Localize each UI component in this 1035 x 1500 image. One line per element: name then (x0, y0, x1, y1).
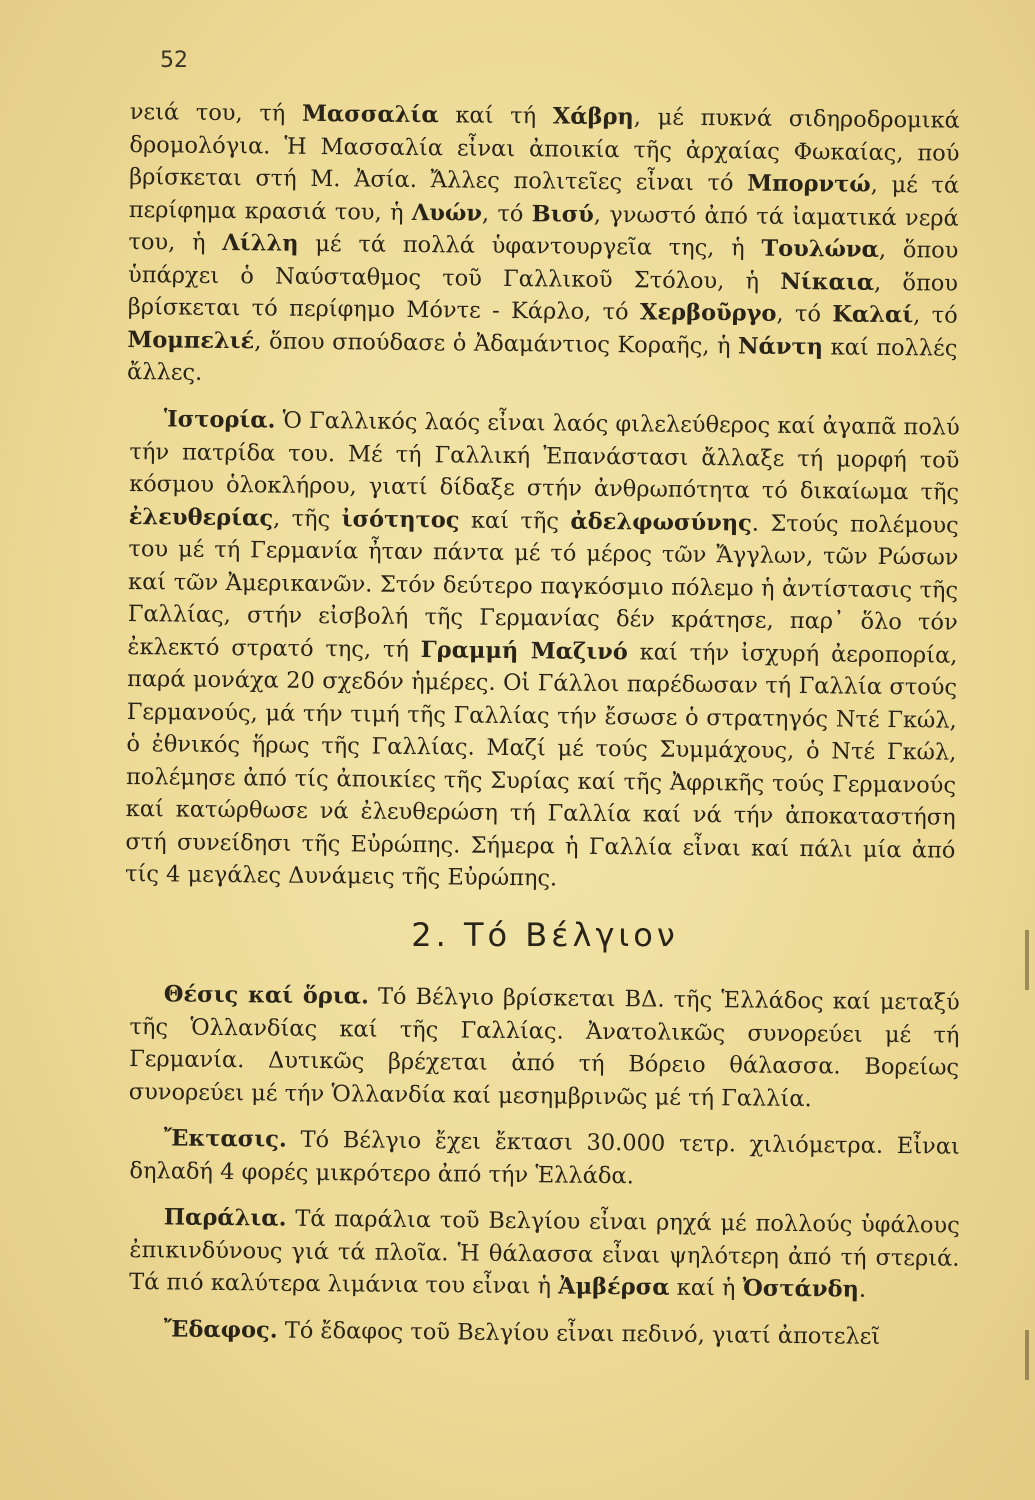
bottom-paragraphs (128, 978, 960, 1350)
text-run: καί τήν ἰσχυρή ἀεροπορία, παρά μονάχα 20 σχεδόν ἡμέρες. Οἱ Γάλλοι παρέδωσαν τή Γαλλία στούς Γερμανούς, μά τήν τιμή τῆς Γαλλίας τήν ἔσωσε ὁ στρατηγός Ντέ Γκώλ, ὁ ἐθνικός ἥρως τῆς Γαλλίας. Μαζί μέ τούς Συμμάχους, ὁ Ντέ Γκώλ, πολέμησε ἀπό τίς ἀποικίες τῆς Συρίας καί τῆς Ἀφρικῆς τούς Γερμανούς καί κατώρθωσε νά ἐλευθερώση τή Γαλλία καί νά τήν ἀποκαταστήση στή συνείδησι τῆς Εὐρώπης. Σήμερα ἡ Γαλλία εἶναι καί πάλι μία ἀπό τίς 4 μεγάλες Δυνάμεις τῆς Εὐρώπης. (124, 638, 958, 891)
text-run: , ὅπου βρίσκεται τό περίφημο Μόντε - Κάρλο, τό (127, 269, 959, 326)
text-run: Ὁ Γαλλικός λαός εἶναι λαός φιλελεύθερος καί ἀγαπᾶ πολύ τήν πατρίδα του. Μέ τή Γαλλική Ἐπανάστασι ἄλλαξε τή μορφή τοῦ κόσμου ὁλοκλήρου, γιατί δίδαξε στήν ἀνθρωπότητα τό δικαίωμα τῆς (129, 407, 960, 506)
text-run: , ὅπου ὑπάρχει ὁ Ναύσταθμος τοῦ Γαλλικοῦ Στόλου, ἡ (127, 236, 959, 295)
top-paragraphs (124, 96, 960, 891)
bold-term: Ἀμβέρσα (558, 1273, 670, 1301)
section-title: 2. Τό Βέλγιον (411, 916, 679, 954)
text-run: . (858, 1276, 867, 1303)
bold-term: Νάντη (737, 332, 824, 360)
bold-term: Ὀστάνδη (742, 1275, 860, 1303)
text-run: , τῆς (272, 504, 342, 532)
bold-term: Γραμμή Μαζινό (420, 636, 628, 665)
text-run: Τό Βέλγιο βρίσκεται ΒΔ. τῆς Ἑλλάδος καί μεταξύ τῆς Ὁλλανδίας καί τῆς Γαλλίας. Ἀνατολικῶς συνορεύει μέ τή Γερμανία. Δυτικῶς βρέχεται ἀπό τή Βόρειο θάλασσα. Βορείως συνορεύει μέ τήν Ὁλλανδία καί μεσημβρινῶς μέ τή Γαλλία. (128, 983, 960, 1112)
paragraph (125, 403, 960, 899)
bold-term: Ἔδαφος. (163, 1315, 278, 1344)
bold-term: Λυών (411, 199, 483, 227)
bold-term: Χερβοῦργο (639, 299, 777, 327)
text-run: καί τῆς (459, 506, 571, 534)
text-run: νειά του, τή (129, 98, 303, 127)
bold-term: Βισύ (531, 200, 595, 228)
paragraph (129, 1122, 960, 1196)
text-run: . Στούς πολέμους του μέ τή Γερμανία ἦταν πάντα μέ τό μέρος τῶν Ἄγγλων, τῶν Ρώσων καί τῶν Ἀμερικανῶν. Στόν δεύτερο παγκόσμιο πόλεμο ἡ ἀντίστασις τῆς Γαλλίας, στήν εἰσβολή τῆς Γερμανίας δέν κράτησε, παρ᾽ ὅλο τόν ἐκλεκτό στρατό της, τή (127, 509, 959, 663)
paragraph (129, 1201, 960, 1307)
paragraph (129, 978, 960, 1117)
page-edge-mark (1025, 1330, 1029, 1380)
text-run: Τό Βέλγιο ἔχει ἔκτασι 30.000 τετρ. χιλιόμετρα. Εἶναι δηλαδή 4 φορές μικρότερο ἀπό τήν Ἑλλάδα. (129, 1126, 960, 1189)
text-run: καί ἡ (669, 1274, 743, 1302)
text-run: Τά παράλια τοῦ Βελγίου εἶναι ρηχά μέ πολλούς ὑφάλους ἐπικινδύνους γιά τά πλοῖα. Ἡ θάλασσα εἶναι ψηλότερη ἀπό τή στεριά. Τά πιό καλύτερα λιμάνια του εἶναι ἡ (129, 1205, 960, 1300)
bold-term: Χάβρη (552, 103, 635, 131)
paragraph (127, 96, 960, 397)
text-run: μέ τά πολλά ὑφαντουργεῖα της, ἡ (298, 230, 762, 262)
bold-term: Θέσις καί ὅρια. (163, 981, 370, 1010)
bold-term: ἀδελφωσύνης (570, 507, 752, 536)
text-run: , μέ τά περίφημα κρασιά του, ἡ (128, 171, 960, 226)
bold-term: Καλαί (832, 301, 914, 329)
page-number: 52 (160, 48, 188, 73)
text-run: , ὅπου σπούδασε ὁ Ἀδαμάντιος Κοραῆς, ἡ (254, 327, 739, 359)
bold-term: Τουλώνα (761, 235, 880, 263)
bold-term: Μπορντώ (747, 170, 871, 198)
bold-term: Νίκαια (780, 268, 875, 296)
page-content (124, 96, 960, 1350)
bold-term: Ἱστορία. (163, 405, 276, 434)
paragraph (130, 1313, 960, 1354)
bold-term: ἰσότητος (341, 505, 460, 533)
text-run: καί πολλές ἄλλες. (126, 333, 958, 386)
text-run: καί τή (438, 102, 553, 130)
text-run: Τό ἔδαφος τοῦ Βελγίου εἶναι πεδινό, γιατί ἀποτελεῖ (277, 1317, 881, 1350)
text-run: , τό (776, 300, 833, 328)
text-run: , μέ πυκνά σιδηροδρομικά δρομολόγια. Ἡ Μασσαλία εἶναι ἀποικία τῆς ἀρχαίας Φωκαίας, πού βρίσκεται στή Μ. Ἀσία. Ἄλλες πολιτεῖες εἶναι τό (129, 104, 960, 197)
bold-term: Ἔκτασις. (163, 1125, 287, 1153)
bold-term: Λίλλη (222, 229, 299, 257)
bold-term: ἐλευθερίας (128, 502, 274, 531)
text-run: , γνωστό ἀπό τά ἰαματικά νερά του, ἡ (128, 201, 959, 256)
text-run: , τό (481, 200, 532, 227)
bold-term: Μασσαλία (301, 100, 439, 129)
page-edge-mark (1025, 930, 1029, 990)
text-run: , τό (913, 302, 958, 329)
bold-term: Μομπελιέ (127, 326, 255, 354)
bold-term: Παράλια. (163, 1204, 287, 1232)
